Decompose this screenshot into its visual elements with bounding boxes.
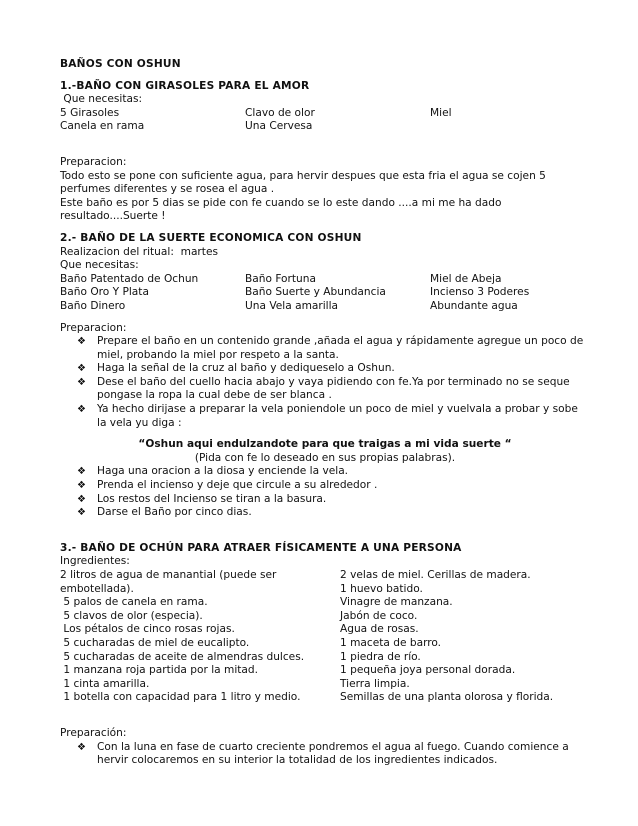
item: Miel (430, 106, 452, 119)
ingredient-row: 5 clavos de olor (especia). Jabón de coco. (60, 609, 418, 622)
diamond-bullet-icon: ❖ (77, 363, 86, 375)
item: Incienso 3 Poderes (430, 286, 530, 299)
section-1-items-row (60, 120, 590, 134)
section-2-items-row (60, 286, 590, 300)
quote-text: “Oshun aqui endulzandote para que traigas a mi vida suerte “ (138, 438, 512, 451)
item: Baño Dinero (60, 299, 126, 312)
ingredient-row: 1 botella con capacidad para 1 litro y medio. Semillas de una planta olorosa y florida. (60, 691, 554, 704)
document-page (60, 58, 590, 768)
ingredient-row: 5 cucharadas de miel de eucalipto. 1 maceta de barro. (60, 636, 442, 649)
section-1-needs-label: Que necesitas: (60, 93, 143, 106)
section-2-items-row (60, 273, 590, 287)
diamond-bullet-icon: ❖ (77, 466, 86, 478)
document-title: BAÑOS CON OSHUN (60, 58, 181, 70)
diamond-bullet-icon: ❖ (77, 507, 86, 519)
ingredient-row: 5 cucharadas de aceite de almendras dulces. 1 piedra de río. (60, 650, 421, 663)
ingredient-row: 1 cinta amarilla. Tierra limpia. (60, 677, 410, 690)
diamond-bullet-icon: ❖ (77, 336, 86, 348)
diamond-bullet-icon: ❖ (77, 376, 86, 388)
section-2-items-row (60, 300, 590, 314)
ingredient-row: Los pétalos de cinco rosas rojas. Agua de rosas. (60, 623, 419, 636)
prep-text-line: Todo esto se pone con suficiente agua, para hervir despues que esta fria el agua se cojen 5 (60, 169, 546, 182)
item: Una Vela amarilla (245, 299, 339, 312)
section-3-prep-label: Preparación: (60, 726, 127, 739)
bullet-item: ❖ Ya hecho dirijase a preparar la vela poniendole un poco de miel y vuelvala a probar y sobe la vela yu diga : (77, 403, 578, 429)
diamond-bullet-icon: ❖ (77, 493, 86, 505)
item: Baño Oro Y Plata (60, 286, 149, 299)
prep-text-line: Este baño es por 5 dias se pide con fe cuando se lo este dando ....a mi me ha dado (60, 196, 502, 209)
item: Una Cervesa (245, 120, 313, 133)
bullet-item: ❖ Haga la señal de la cruz al baño y dediqueselo a Oshun. (77, 362, 395, 375)
bullet-item: ❖ Dese el baño del cuello hacia abajo y vaya pidiendo con fe.Ya por terminado no se seque pongase la ropa la cual debe de ser blanca . (77, 375, 570, 402)
item: Clavo de olor (245, 106, 315, 119)
item: Baño Patentado de Ochun (60, 272, 199, 285)
section-2-needs-label: Que necesitas: (60, 259, 139, 272)
diamond-bullet-icon: ❖ (77, 404, 86, 416)
section-2-prep-label: Preparacion: (60, 321, 127, 334)
diamond-bullet-icon: ❖ (77, 741, 86, 753)
section-1-prep-label: Preparacion: (60, 155, 127, 168)
prep-text-line: resultado....Suerte ! (60, 210, 166, 223)
bullet-item: ❖ Haga una oracion a la diosa y enciende la vela. (77, 465, 349, 478)
item: 5 Girasoles (60, 106, 120, 119)
bullet-item: ❖ Los restos del Incienso se tiran a la basura. (77, 492, 327, 505)
ingredient-row: 5 palos de canela en rama. Vinagre de manzana. (60, 596, 453, 609)
item: Miel de Abeja (430, 272, 502, 285)
quote-note: (Pida con fe lo deseado en sus propias palabras). (194, 451, 456, 464)
diamond-bullet-icon: ❖ (77, 480, 86, 492)
item: Abundante agua (430, 299, 518, 312)
item: Canela en rama (60, 120, 145, 133)
bullet-item: ❖ Darse el Baño por cinco dias. (77, 506, 252, 519)
section-1-title: 1.-BAÑO CON GIRASOLES PARA EL AMOR (60, 79, 310, 92)
prep-text-line: perfumes diferentes y se rosea el agua . (60, 183, 275, 196)
ingredient-row: embotellada). 1 huevo batido. (60, 582, 423, 595)
bullet-item: ❖ Prenda el incienso y deje que circule a su alrededor . (77, 479, 378, 492)
bullet-item: ❖ Con la luna en fase de cuarto creciente pondremos el agua al fuego. Cuando comience a hervir colocaremos en su interior la totalidad de los ingredientes indicados. (77, 740, 569, 767)
ingredient-row: 1 manzana roja partida por la mitad. 1 pequeña joya personal dorada. (60, 664, 516, 677)
section-3-ingredients-label: Ingredientes: (60, 555, 130, 568)
section-3-title: 3.- BAÑO DE OCHÚN PARA ATRAER FÍSICAMENTE A UNA PERSONA (60, 541, 462, 554)
bullet-item: ❖ Prepare el baño en un contenido grande ,añada el agua y rápidamente agregue un poco de miel, probando la miel por respeto a la santa. (77, 335, 584, 361)
section-2-title: 2.- BAÑO DE LA SUERTE ECONOMICA CON OSHUN (60, 231, 362, 244)
item: Baño Fortuna (245, 272, 316, 285)
ritual-day: Realizacion del ritual: martes (60, 245, 218, 258)
section-1-items-row (60, 107, 590, 121)
item: Baño Suerte y Abundancia (245, 286, 386, 299)
ingredient-row: 2 litros de agua de manantial (puede ser 2 velas de miel. Cerillas de madera. (60, 569, 531, 581)
prayer-quote (60, 438, 590, 465)
